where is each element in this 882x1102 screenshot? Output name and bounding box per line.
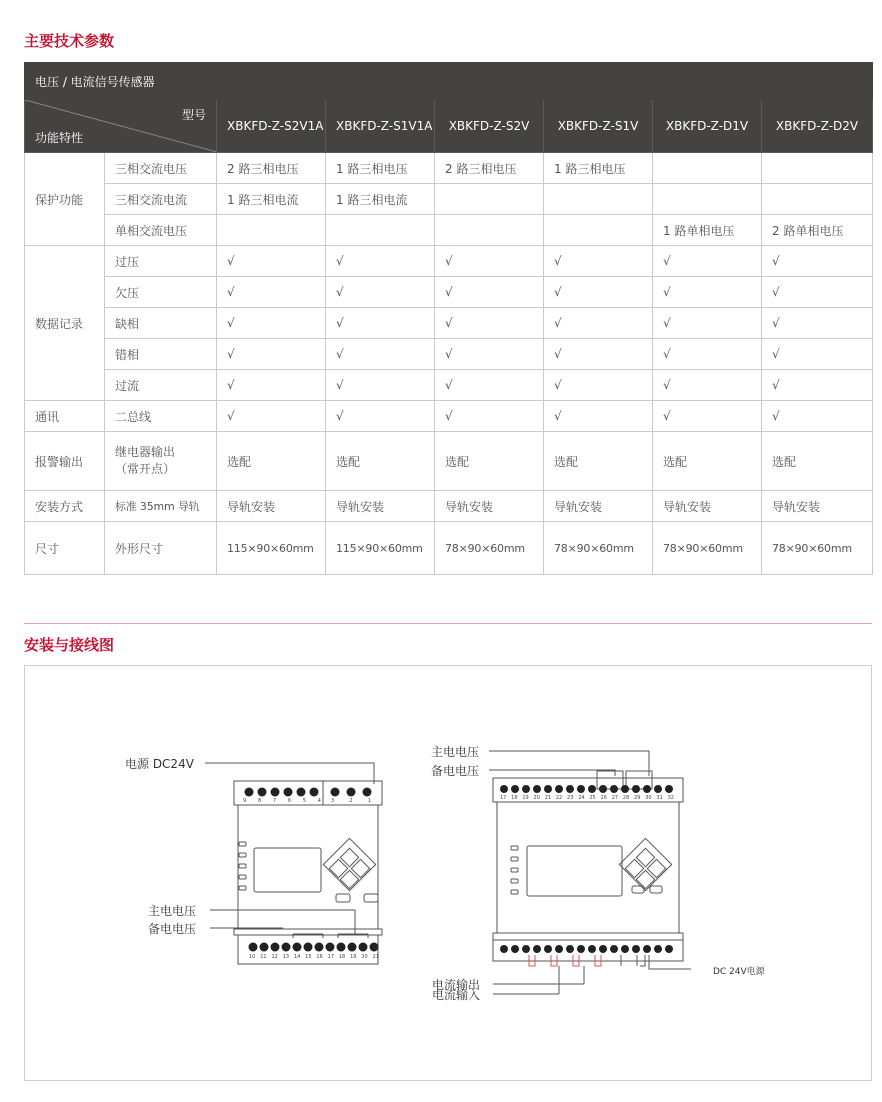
spec-table (24, 62, 873, 575)
terminal-number: 21 (544, 795, 552, 801)
model-header: XBKFD-Z-D2V (762, 100, 873, 153)
left-top-right-terminal-numbers (331, 798, 371, 804)
left-bottom-screws (249, 943, 379, 952)
value-cell: √ (762, 370, 873, 401)
group-cell: 保护功能 (25, 153, 105, 246)
right-current-output-label: 电流输出 (432, 978, 481, 992)
terminal-number: 31 (656, 795, 663, 801)
value-cell: √ (762, 401, 873, 432)
terminal-number: 18 (338, 954, 346, 960)
feature-cell: 过压 (105, 246, 217, 277)
wiring-section-title: 安装与接线图 (24, 636, 115, 654)
left-main-voltage-label: 主电电压 (148, 904, 197, 918)
value-cell: √ (762, 246, 873, 277)
value-cell (435, 184, 544, 215)
right-main-voltage-label: 主电电压 (431, 745, 480, 759)
value-cell: √ (326, 277, 435, 308)
right-lcd-screen (527, 846, 622, 896)
table-row (25, 522, 873, 575)
left-keypad (323, 838, 375, 890)
value-cell: √ (217, 308, 326, 339)
feature-cell: 三相交流电压 (105, 153, 217, 184)
table-row (25, 370, 873, 401)
value-cell: 115×90×60mm (326, 522, 435, 575)
terminal-number: 1 (367, 798, 371, 804)
table-row (25, 491, 873, 522)
group-cell: 数据记录 (25, 246, 105, 401)
terminal-number: 21 (372, 954, 379, 960)
feature-cell: 三相交流电流 (105, 184, 217, 215)
value-cell: √ (435, 370, 544, 401)
value-cell: √ (544, 308, 653, 339)
left-backup-voltage-label: 备电电压 (148, 922, 197, 936)
value-cell: √ (217, 246, 326, 277)
value-cell: 115×90×60mm (217, 522, 326, 575)
wiring-drawing (25, 666, 871, 1080)
value-cell: 选配 (762, 432, 873, 491)
value-cell: √ (435, 339, 544, 370)
value-cell: √ (653, 246, 762, 277)
terminal-number: 13 (282, 954, 290, 960)
value-cell: 1 路三相电流 (217, 184, 326, 215)
terminal-number: 26 (600, 795, 607, 801)
value-cell: 选配 (217, 432, 326, 491)
terminal-number: 12 (271, 954, 278, 960)
value-cell: √ (217, 277, 326, 308)
table-row (25, 308, 873, 339)
terminal-number: 3 (331, 798, 335, 804)
value-cell: √ (435, 308, 544, 339)
group-cell: 通讯 (25, 401, 105, 432)
table-row (25, 246, 873, 277)
value-cell (544, 184, 653, 215)
value-cell: √ (544, 277, 653, 308)
value-cell: √ (653, 308, 762, 339)
value-cell: 2 路三相电压 (435, 153, 544, 184)
terminal-number: 16 (316, 954, 323, 960)
terminal-number: 20 (533, 795, 540, 801)
value-cell: 2 路单相电压 (762, 215, 873, 246)
value-cell: 选配 (653, 432, 762, 491)
terminal-number: 27 (611, 795, 619, 801)
table-row (25, 184, 873, 215)
left-top-terminal-numbers (243, 798, 321, 804)
value-cell: 导轨安装 (544, 491, 653, 522)
value-cell: √ (326, 308, 435, 339)
terminal-number: 29 (634, 795, 641, 801)
value-cell (435, 215, 544, 246)
value-cell (217, 215, 326, 246)
value-cell (544, 215, 653, 246)
terminal-number: 19 (350, 954, 357, 960)
value-cell: √ (544, 370, 653, 401)
right-backup-voltage-label: 备电电压 (431, 764, 480, 778)
feature-cell: 过流 (105, 370, 217, 401)
table-row (25, 339, 873, 370)
right-top-terminal-numbers (500, 795, 674, 801)
section-divider (24, 623, 872, 624)
value-cell: 1 路三相电压 (544, 153, 653, 184)
terminal-number: 25 (589, 795, 596, 801)
model-header: XBKFD-Z-S1V1A (326, 100, 435, 153)
value-cell: 导轨安装 (326, 491, 435, 522)
terminal-number: 32 (667, 795, 674, 801)
model-label: 型号 (181, 108, 206, 122)
value-cell: 导轨安装 (762, 491, 873, 522)
value-cell: 78×90×60mm (544, 522, 653, 575)
terminal-number: 10 (249, 954, 256, 960)
value-cell: 1 路三相电压 (326, 153, 435, 184)
terminal-number: 17 (500, 795, 507, 801)
value-cell: 1 路三相电流 (326, 184, 435, 215)
value-cell: 1 路单相电压 (653, 215, 762, 246)
value-cell: √ (217, 370, 326, 401)
group-cell: 安装方式 (25, 491, 105, 522)
header-corner (25, 100, 217, 153)
value-cell: 导轨安装 (653, 491, 762, 522)
value-cell: √ (544, 339, 653, 370)
value-cell: 导轨安装 (435, 491, 544, 522)
table-row (25, 215, 873, 246)
table-row (25, 432, 873, 491)
terminal-number: 19 (522, 795, 529, 801)
value-cell: √ (762, 339, 873, 370)
terminal-number: 2 (349, 798, 353, 804)
value-cell: √ (326, 339, 435, 370)
right-device-body (497, 802, 679, 933)
left-power-label: 电源 DC24V (125, 757, 194, 771)
feature-cell: 欠压 (105, 277, 217, 308)
value-cell (653, 184, 762, 215)
value-cell (326, 215, 435, 246)
value-cell: 78×90×60mm (435, 522, 544, 575)
value-cell: √ (544, 401, 653, 432)
terminal-number: 9 (243, 798, 247, 804)
value-cell: √ (653, 401, 762, 432)
table-row (25, 401, 873, 432)
terminal-number: 6 (287, 798, 292, 804)
terminal-number: 22 (555, 795, 563, 801)
value-cell (653, 153, 762, 184)
terminal-number: 8 (257, 798, 262, 804)
value-cell (762, 153, 873, 184)
model-header: XBKFD-Z-S2V (435, 100, 544, 153)
feature-label: 功能特性 (35, 131, 84, 145)
value-cell: √ (435, 277, 544, 308)
feature-cell: 单相交流电压 (105, 215, 217, 246)
terminal-number: 11 (260, 954, 267, 960)
value-cell: 导轨安装 (217, 491, 326, 522)
left-lcd-screen (254, 848, 321, 892)
value-cell (762, 184, 873, 215)
group-cell: 尺寸 (25, 522, 105, 575)
feature-cell: 继电器输出 （常开点） (105, 432, 217, 491)
right-current-input-label: 电流输入 (432, 988, 481, 1002)
left-bottom-terminal-numbers (249, 954, 379, 960)
feature-cell: 错相 (105, 339, 217, 370)
group-cell: 报警输出 (25, 432, 105, 491)
value-cell: 78×90×60mm (653, 522, 762, 575)
right-bottom-screws (500, 945, 673, 953)
terminal-number: 5 (302, 798, 306, 804)
terminal-number: 7 (272, 798, 277, 804)
right-keypad (619, 838, 671, 890)
terminal-number: 23 (567, 795, 574, 801)
value-cell: √ (217, 339, 326, 370)
terminal-number: 4 (317, 798, 321, 804)
model-header: XBKFD-Z-D1V (653, 100, 762, 153)
terminal-number: 14 (293, 954, 301, 960)
value-cell: √ (762, 277, 873, 308)
wiring-diagram (24, 665, 872, 1081)
right-top-screws (500, 785, 673, 793)
terminal-number: 17 (327, 954, 335, 960)
feature-cell: 外形尺寸 (105, 522, 217, 575)
product-category: 电压 / 电流信号传感器 (25, 63, 873, 100)
terminal-number: 15 (305, 954, 312, 960)
value-cell: √ (435, 246, 544, 277)
terminal-number: 28 (622, 795, 630, 801)
value-cell: 2 路三相电压 (217, 153, 326, 184)
terminal-number: 30 (645, 795, 652, 801)
table-row (25, 153, 873, 184)
value-cell: √ (653, 277, 762, 308)
value-cell: √ (653, 370, 762, 401)
value-cell: √ (435, 401, 544, 432)
value-cell: √ (326, 370, 435, 401)
left-top-screws (245, 788, 372, 797)
value-cell: √ (326, 246, 435, 277)
value-cell: 选配 (435, 432, 544, 491)
value-cell: √ (762, 308, 873, 339)
feature-cell: 二总线 (105, 401, 217, 432)
feature-cell: 标准 35mm 导轨 (105, 491, 217, 522)
table-row (25, 277, 873, 308)
value-cell: √ (653, 339, 762, 370)
terminal-number: 18 (511, 795, 518, 801)
specs-section-title: 主要技术参数 (24, 32, 115, 50)
value-cell: 78×90×60mm (762, 522, 873, 575)
value-cell: √ (326, 401, 435, 432)
value-cell: 选配 (326, 432, 435, 491)
value-cell: √ (544, 246, 653, 277)
model-header: XBKFD-Z-S1V (544, 100, 653, 153)
value-cell: √ (217, 401, 326, 432)
model-header: XBKFD-Z-S2V1A (217, 100, 326, 153)
value-cell: 选配 (544, 432, 653, 491)
terminal-number: 20 (361, 954, 368, 960)
feature-cell: 缺相 (105, 308, 217, 339)
right-dc-power-label: DC 24V电源 (713, 967, 765, 977)
terminal-number: 24 (578, 795, 585, 801)
